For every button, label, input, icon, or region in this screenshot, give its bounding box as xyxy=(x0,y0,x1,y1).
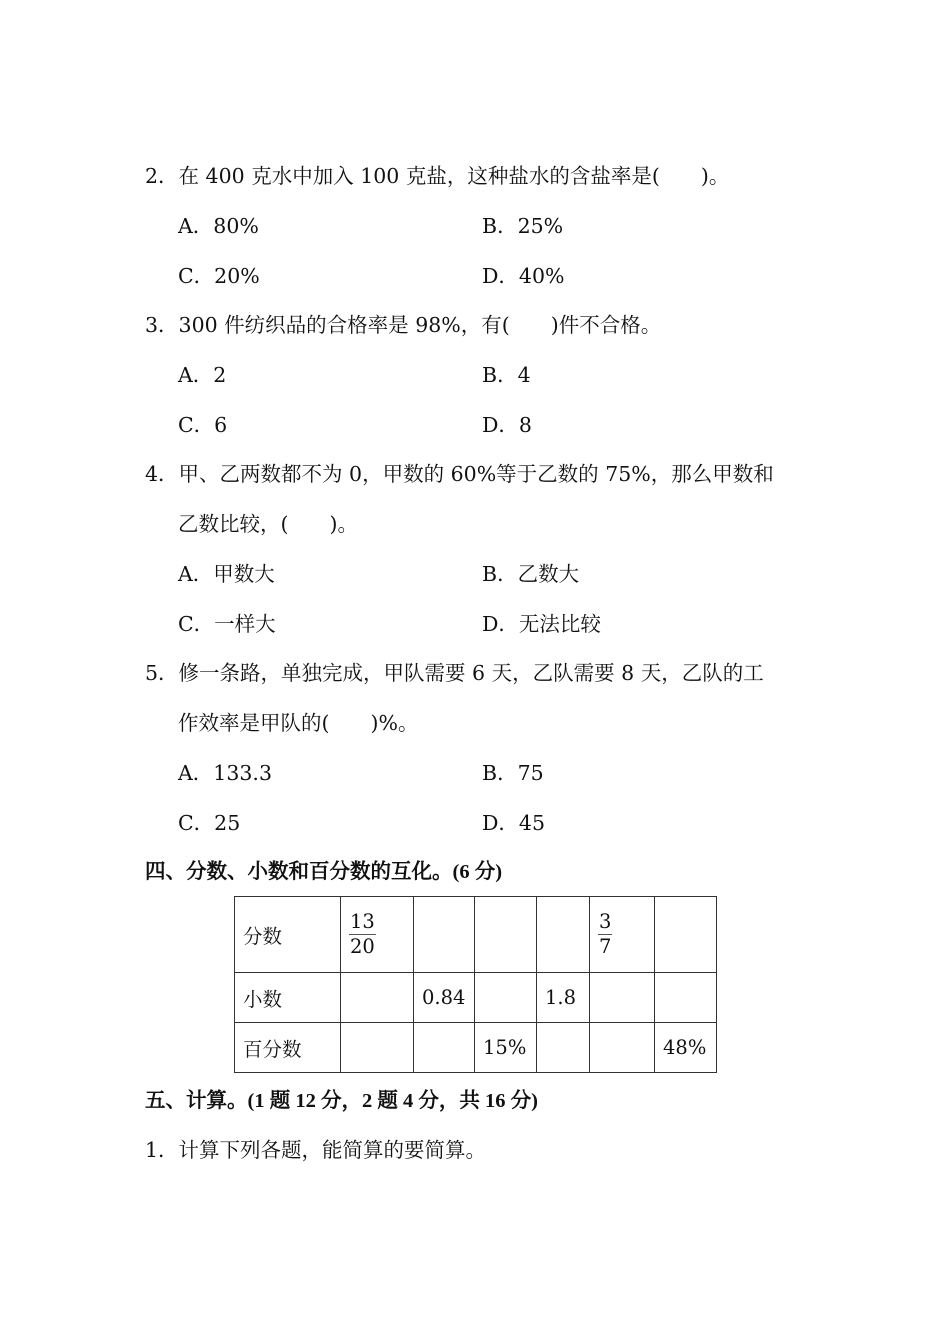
cell xyxy=(475,973,537,1023)
question-4-option-c: C．一样大 xyxy=(178,612,276,636)
cell xyxy=(341,1023,414,1073)
question-4-stem-line-1: 4．甲、乙两数都不为 0，甲数的 60%等于乙数的 75%，那么甲数和 xyxy=(145,462,774,486)
question-3-option-a: A．2 xyxy=(178,363,227,387)
question-2-option-c: C．20% xyxy=(178,264,260,288)
section-5-title: 五、计算。(1 题 12 分，2 题 4 分，共 16 分) xyxy=(145,1090,538,1112)
fraction-numerator: 13 xyxy=(349,910,376,935)
question-2-stem: 2．在 400 克水中加入 100 克盐，这种盐水的含盐率是( )。 xyxy=(145,164,730,188)
question-3-stem: 3．300 件纺织品的合格率是 98%，有( )件不合格。 xyxy=(145,313,662,337)
cell xyxy=(341,973,414,1023)
conversion-table xyxy=(234,896,717,1073)
question-2-option-b: B．25% xyxy=(482,214,564,238)
section-4-title: 四、分数、小数和百分数的互化。(6 分) xyxy=(145,861,503,883)
table-row xyxy=(235,897,717,973)
row-label-decimal: 小数 xyxy=(235,973,341,1023)
fraction-denominator: 20 xyxy=(350,935,375,958)
cell xyxy=(475,897,537,973)
fraction xyxy=(349,910,376,960)
cell xyxy=(655,973,717,1023)
row-label-percent: 百分数 xyxy=(235,1023,341,1073)
cell xyxy=(341,897,414,973)
fraction-denominator: 7 xyxy=(599,935,612,958)
question-2-option-a: A．80% xyxy=(178,214,259,238)
question-3-option-b: B．4 xyxy=(482,363,531,387)
question-5-option-b: B．75 xyxy=(482,761,544,785)
question-4-option-b: B．乙数大 xyxy=(482,562,580,586)
question-5-stem-line-1: 5．修一条路，单独完成，甲队需要 6 天，乙队需要 8 天，乙队的工 xyxy=(145,661,764,685)
cell: 48% xyxy=(655,1023,717,1073)
row-label-fraction: 分数 xyxy=(235,897,341,973)
question-2-option-d: D．40% xyxy=(482,264,565,288)
fraction-numerator: 3 xyxy=(598,910,612,935)
question-3-option-c: C．6 xyxy=(178,413,228,437)
section-5-question-1: 1．计算下列各题，能简算的要简算。 xyxy=(145,1138,487,1162)
cell xyxy=(414,897,475,973)
cell xyxy=(537,897,590,973)
cell xyxy=(655,897,717,973)
question-5-stem-line-2: 作效率是甲队的( )%。 xyxy=(178,711,419,735)
cell xyxy=(590,897,655,973)
fraction xyxy=(598,910,612,960)
question-4-stem-line-2: 乙数比较，( )。 xyxy=(178,512,358,536)
cell: 1.8 xyxy=(537,973,590,1023)
question-4-option-d: D．无法比较 xyxy=(482,612,601,636)
table-row xyxy=(235,1023,717,1073)
question-5-option-c: C．25 xyxy=(178,811,241,835)
cell: 15% xyxy=(475,1023,537,1073)
cell xyxy=(590,1023,655,1073)
question-5-option-a: A．133.3 xyxy=(178,761,272,785)
table-row xyxy=(235,973,717,1023)
cell xyxy=(537,1023,590,1073)
cell xyxy=(414,1023,475,1073)
question-5-option-d: D．45 xyxy=(482,811,546,835)
cell: 0.84 xyxy=(414,973,475,1023)
question-3-option-d: D．8 xyxy=(482,413,532,437)
cell xyxy=(590,973,655,1023)
question-4-option-a: A．甲数大 xyxy=(178,562,275,586)
